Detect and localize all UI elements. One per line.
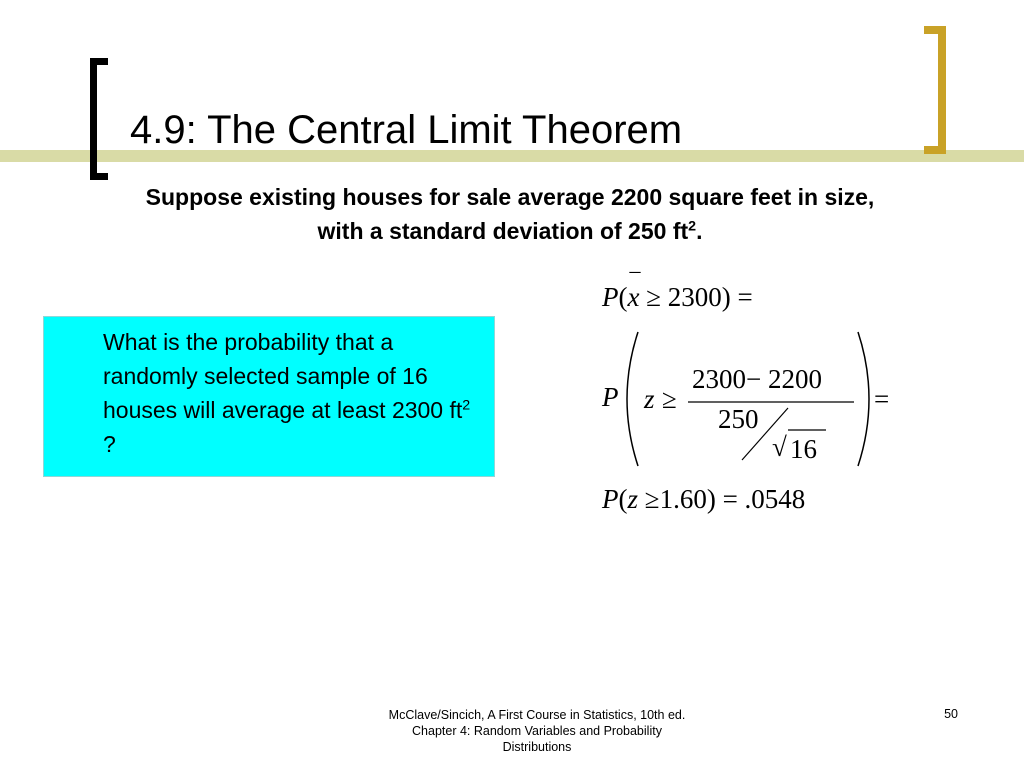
equation-line-2 bbox=[600, 326, 900, 472]
equation-line-3 bbox=[602, 484, 805, 515]
subtitle-text: Suppose existing houses for sale average 2200 square feet in size, with a standard deviation of 250 ft bbox=[145, 184, 875, 244]
question-superscript: 2 bbox=[462, 397, 471, 414]
page-number: 50 bbox=[944, 707, 958, 721]
eq1-rel: ≥ 2300) = bbox=[646, 282, 753, 312]
eq2-geq: ≥ bbox=[662, 384, 677, 414]
eq1-bar: _ bbox=[629, 250, 641, 275]
question-body: What is the probability that a randomly selected sample of 16 houses will average at least 2300 ft bbox=[103, 329, 463, 423]
question-end: ? bbox=[103, 431, 116, 457]
eq2-equals: = bbox=[874, 384, 890, 414]
eq3-rest: ≥1.60) = .0548 bbox=[644, 484, 806, 514]
equation-line-1 bbox=[602, 250, 753, 313]
left-bracket-decoration bbox=[90, 58, 108, 180]
subtitle-end: . bbox=[696, 218, 703, 244]
slide-title: 4.9: The Central Limit Theorem bbox=[130, 108, 683, 152]
eq1-open: ( bbox=[618, 282, 628, 312]
eq1-p: P bbox=[602, 282, 619, 312]
question-text bbox=[103, 325, 483, 461]
subtitle-superscript: 2 bbox=[688, 218, 697, 235]
eq3-open: ( bbox=[618, 484, 628, 514]
eq2-p: P bbox=[602, 382, 619, 412]
eq2-z: z bbox=[644, 384, 655, 414]
eq2-sqrt-value: 16 bbox=[790, 434, 817, 464]
right-bracket-decoration bbox=[924, 26, 946, 154]
eq2-sqrt-symbol: √ bbox=[772, 432, 787, 462]
eq2-denominator: 250 bbox=[718, 404, 759, 434]
eq3-z: z bbox=[627, 484, 639, 514]
footer-citation: McClave/Sincich, A First Course in Statistics, 10th ed. Chapter 4: Random Variables and Probability Distributions bbox=[388, 708, 686, 754]
eq2-right-paren bbox=[858, 332, 869, 466]
eq2-left-paren bbox=[627, 332, 638, 466]
eq1-xbar bbox=[627, 250, 641, 313]
eq1-x: x bbox=[627, 282, 640, 312]
slide-subtitle bbox=[130, 180, 890, 248]
eq3-p: P bbox=[602, 484, 619, 514]
eq2-numerator: 2300− 2200 bbox=[692, 364, 822, 394]
